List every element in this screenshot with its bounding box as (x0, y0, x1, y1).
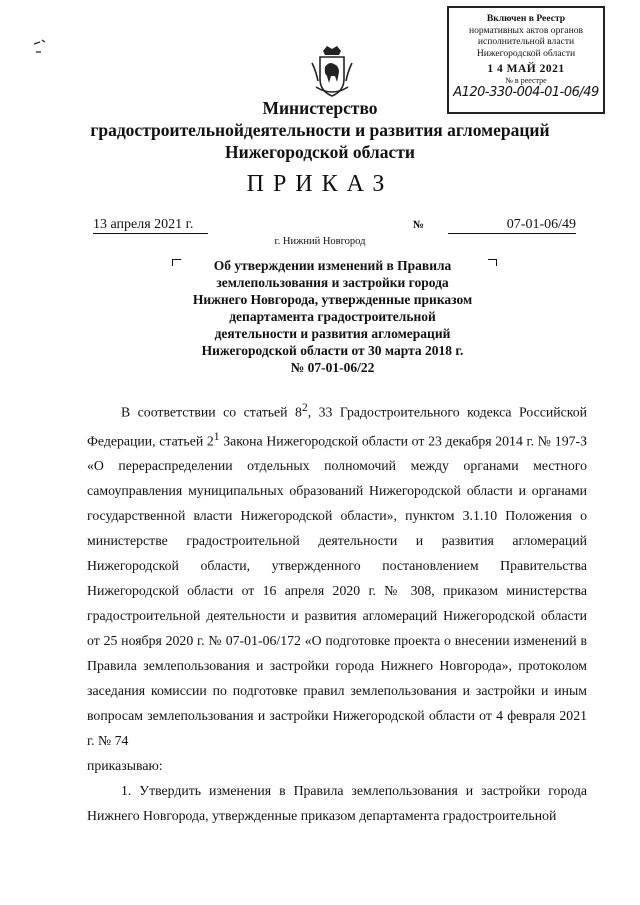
title-line: № 07-01-06/22 (290, 360, 375, 375)
title-line: Об утверждении изменений в Правила (213, 258, 452, 273)
superscript: 1 (213, 430, 220, 443)
stamp-line: исполнительной власти (477, 36, 575, 47)
stamp-regno: A120-330-004-01-06/49 (453, 84, 599, 100)
stamp-regno-label: № в реестре (505, 75, 547, 85)
preamble-text: , 33 Градостроительного кодекса Российской Федерации, статьей 2 (87, 404, 587, 449)
ministry-name (0, 97, 640, 163)
title-line: Нижнего Новгорода, утвержденные приказом (192, 292, 473, 307)
ministry-line: градостроительнойдеятельности и развития агломераций (90, 120, 550, 140)
city-name: г. Нижний Новгород (274, 236, 366, 247)
margin-marks (30, 34, 52, 67)
title-line: департамента градостроительной (229, 309, 436, 324)
coat-of-arms-icon (309, 43, 355, 99)
preamble-paragraph (87, 396, 587, 753)
number-sign: № (413, 219, 425, 231)
title-line: деятельности и развития агломераций (214, 326, 451, 341)
stamp-line: Включен в Реестр (486, 13, 566, 24)
orders-line: приказываю: (87, 758, 163, 774)
title-line: землепользования и застройки города (216, 275, 449, 290)
ministry-line: Нижегородской области (225, 142, 415, 162)
ministry-line: Министерство (262, 98, 378, 118)
order-date: 13 апреля 2021 г. (93, 217, 208, 234)
preamble-text: Закона Нижегородской области от 23 декабря 2014 г. № 197-З «О перераспределении отдельных полномочий между органами местного самоуправления муниципальных образований Нижегородской области и органами государственной власти Нижегородской области», пунктом 3.1.10 Положения о министерстве градостроительной деятельности и развития агломераций Нижегородской области, утвержденного постановлением Правительства Нижегородской области от 16 апреля 2020 г. № 308, приказом министерства градостроительной деятельности и развития агломераций Нижегородской области от 25 ноября 2020 г. № 07-01-06/172 «О подготовке проекта о внесении изменений в Правила землепользования и застройки города Нижнего Новгорода», протоколом заседания комиссии по подготовке правил землепользования и застройки и иным вопросам землепользования и застройки Нижегородской области от 4 февраля 2021 г. № 74 (87, 433, 588, 749)
order-title (160, 257, 505, 376)
document-type: ПРИКАЗ (246, 171, 394, 197)
document-body (87, 396, 587, 828)
stamp-line: Нижегородской области (476, 47, 576, 59)
order-number: 07-01-06/49 (448, 217, 576, 234)
stamp-date: 1 4 МАЙ 2021 (487, 63, 565, 75)
stamp-line: нормативных актов органов (468, 24, 584, 36)
superscript: 2 (301, 402, 308, 414)
preamble-text: В соответствии со статьей 8 (121, 404, 302, 420)
item-1-paragraph: 1. Утвердить изменения в Правила землепользования и застройки города Нижнего Новгорода, утвержденные приказом департамента градостроительной (87, 783, 587, 824)
title-line: Нижегородской области от 30 марта 2018 г. (201, 343, 464, 358)
